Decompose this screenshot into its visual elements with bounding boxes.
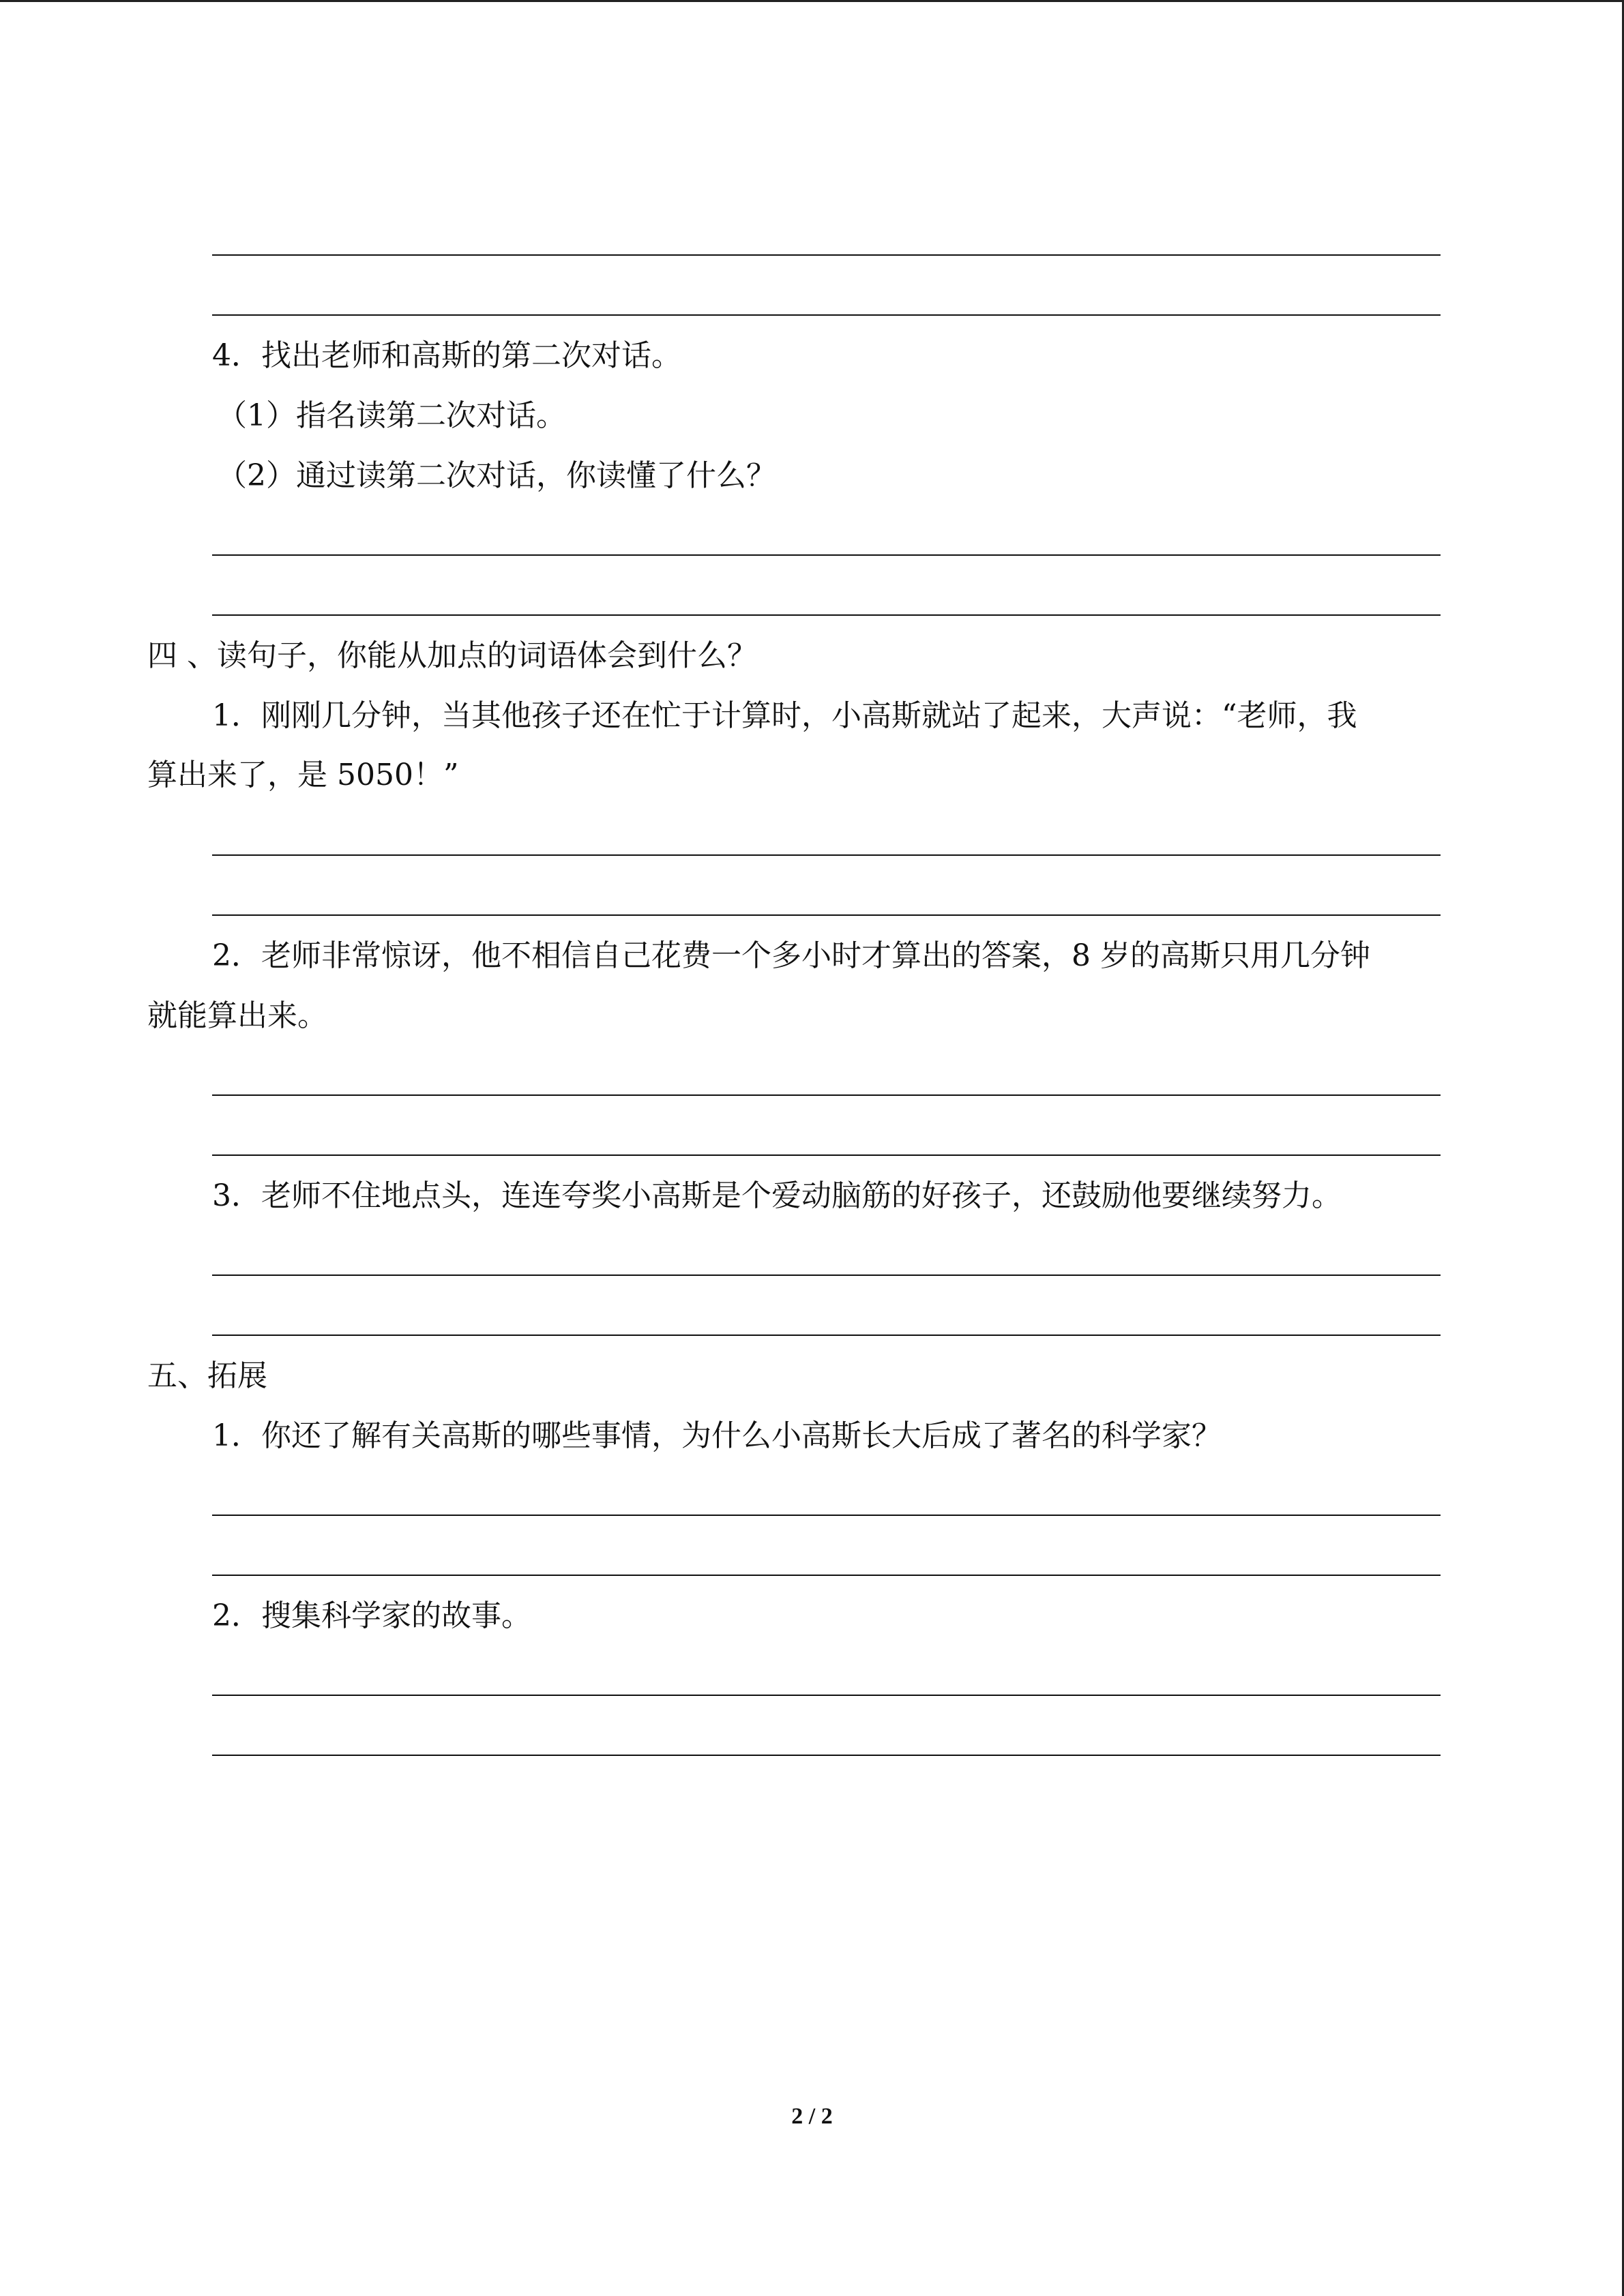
answer-line[interactable] [212,1094,1441,1096]
section-4-item-3: 3．老师不住地点头，连连夸奖小高斯是个爱动脑筋的好孩子，还鼓励他要继续努力。 [212,1178,1342,1213]
answer-line[interactable] [212,614,1441,616]
question-4-sub-2: （2）通过读第二次对话，你读懂了什么？ [217,458,776,493]
question-4: 4．找出老师和高斯的第二次对话。 [212,338,681,373]
section-4-heading: 四 、读句子，你能从加点的词语体会到什么？ [147,638,757,673]
answer-line[interactable] [212,1515,1441,1516]
section-5-item-1: 1．你还了解有关高斯的哪些事情，为什么小高斯长大后成了著名的科学家？ [212,1418,1222,1453]
answer-line[interactable] [212,1335,1441,1336]
question-4-sub-1: （1）指名读第二次对话。 [217,398,566,433]
answer-line[interactable] [212,314,1441,316]
section-5-item-2: 2．搜集科学家的故事。 [212,1598,531,1633]
answer-line[interactable] [212,554,1441,556]
section-4-item-1-line-2: 算出来了，是 5050！” [147,758,459,792]
answer-line[interactable] [212,1154,1441,1156]
page-border-top [0,0,1624,2]
page-number: 2 / 2 [791,2104,833,2129]
section-4-item-1-line-1: 1．刚刚几分钟，当其他孩子还在忙于计算时，小高斯就站了起来，大声说：“老师，我 [212,698,1357,733]
answer-line[interactable] [212,914,1441,916]
answer-line[interactable] [212,254,1441,256]
section-4-item-2-line-1: 2．老师非常惊讶，他不相信自己花费一个多小时才算出的答案，8 岁的高斯只用几分钟 [212,938,1370,973]
section-5-heading: 五、拓展 [147,1358,267,1393]
answer-line[interactable] [212,1274,1441,1276]
answer-line[interactable] [212,1575,1441,1576]
section-4-item-2-line-2: 就能算出来。 [147,998,327,1033]
answer-line[interactable] [212,854,1441,856]
answer-line[interactable] [212,1755,1441,1756]
answer-line[interactable] [212,1695,1441,1696]
